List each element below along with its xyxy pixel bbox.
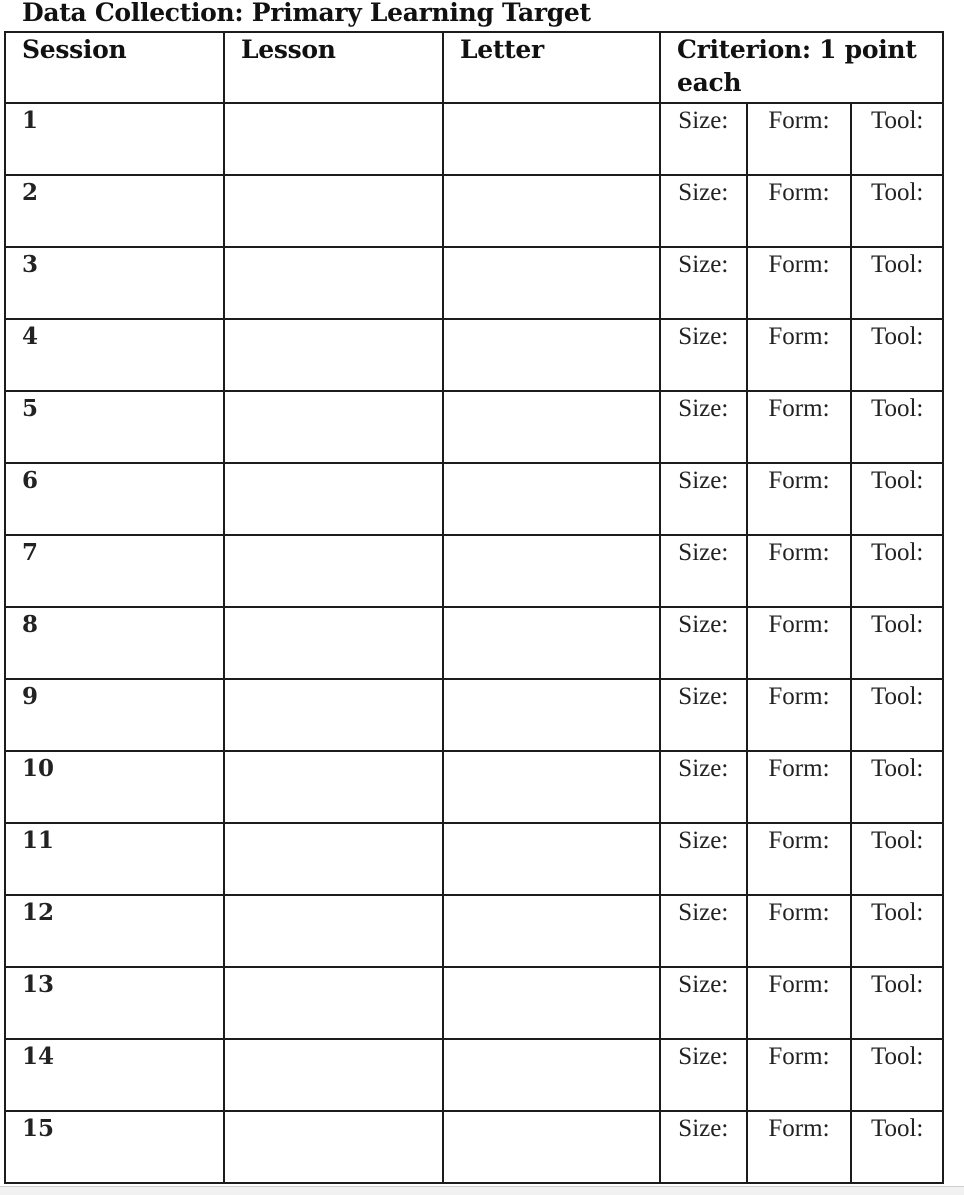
header-row [5,32,943,103]
size-cell[interactable]: Size: [661,1112,747,1182]
lesson-cell[interactable] [224,103,443,175]
form-cell[interactable]: Form: [747,1112,852,1182]
criterion-cell [660,1039,943,1111]
size-cell[interactable]: Size: [661,320,747,390]
lesson-cell[interactable] [224,463,443,535]
header-session: Session [5,32,224,103]
letter-cell[interactable] [443,103,660,175]
size-cell[interactable]: Size: [661,680,747,750]
session-number: 8 [5,607,224,679]
table-row [5,175,943,247]
size-cell[interactable]: Size: [661,248,747,318]
tool-cell[interactable]: Tool: [870,827,924,854]
size-cell[interactable]: Size: [661,896,747,966]
session-number: 13 [5,967,224,1039]
criterion-cell [660,1111,943,1183]
form-cell[interactable]: Form: [747,896,852,966]
table-row [5,1111,943,1183]
criterion-cell [660,175,943,247]
session-number: 11 [5,823,224,895]
lesson-cell[interactable] [224,391,443,463]
page-title: Data Collection: Primary Learning Target [22,0,591,27]
size-cell[interactable]: Size: [661,1040,747,1110]
letter-cell[interactable] [443,751,660,823]
session-number: 5 [5,391,224,463]
lesson-cell[interactable] [224,895,443,967]
criterion-cell [660,895,943,967]
table-row [5,535,943,607]
form-cell[interactable]: Form: [747,680,852,750]
data-collection-table [4,31,944,1184]
form-cell[interactable]: Form: [747,824,852,894]
session-number: 10 [5,751,224,823]
lesson-cell[interactable] [224,319,443,391]
lesson-cell[interactable] [224,967,443,1039]
table-row [5,463,943,535]
criterion-cell [660,463,943,535]
criterion-cell [660,103,943,175]
table-row [5,247,943,319]
form-cell[interactable]: Form: [747,968,852,1038]
header-letter: Letter [443,32,660,103]
size-cell[interactable]: Size: [661,104,747,174]
criterion-cell [660,319,943,391]
lesson-cell[interactable] [224,679,443,751]
letter-cell[interactable] [443,679,660,751]
form-cell[interactable]: Form: [747,248,852,318]
criterion-cell [660,967,943,1039]
letter-cell[interactable] [443,319,660,391]
form-cell[interactable]: Form: [747,320,852,390]
session-number: 3 [5,247,224,319]
criterion-cell [660,823,943,895]
table-row [5,319,943,391]
criterion-cell [660,535,943,607]
lesson-cell[interactable] [224,1111,443,1183]
header-criterion: Criterion: 1 point each [660,32,943,103]
lesson-cell[interactable] [224,607,443,679]
table-row [5,391,943,463]
session-number: 2 [5,175,224,247]
tool-cell[interactable]: Tool: [870,1043,924,1070]
size-cell[interactable]: Size: [661,536,747,606]
lesson-cell[interactable] [224,247,443,319]
lesson-cell[interactable] [224,535,443,607]
tool-cell[interactable]: Tool: [870,251,924,278]
lesson-cell[interactable] [224,1039,443,1111]
session-number: 6 [5,463,224,535]
session-number: 7 [5,535,224,607]
tool-cell[interactable]: Tool: [870,467,924,494]
criterion-cell [660,607,943,679]
tool-cell[interactable]: Tool: [870,179,924,206]
form-cell[interactable]: Form: [747,464,852,534]
letter-cell[interactable] [443,463,660,535]
tool-cell[interactable]: Tool: [870,611,924,638]
form-cell[interactable]: Form: [747,104,852,174]
table-row [5,103,943,175]
form-cell[interactable]: Form: [747,392,852,462]
tool-cell[interactable]: Tool: [870,683,924,710]
lesson-cell[interactable] [224,751,443,823]
tool-cell[interactable]: Tool: [870,395,924,422]
session-number: 9 [5,679,224,751]
size-cell[interactable]: Size: [661,464,747,534]
form-cell[interactable]: Form: [747,1040,852,1110]
tool-cell[interactable]: Tool: [870,1115,924,1142]
form-cell[interactable]: Form: [747,752,852,822]
session-number: 15 [5,1111,224,1183]
letter-cell[interactable] [443,391,660,463]
size-cell[interactable]: Size: [661,752,747,822]
letter-cell[interactable] [443,175,660,247]
tool-cell[interactable]: Tool: [870,539,924,566]
size-cell[interactable]: Size: [661,968,747,1038]
lesson-cell[interactable] [224,823,443,895]
size-cell[interactable]: Size: [661,824,747,894]
table-row [5,967,943,1039]
letter-cell[interactable] [443,1039,660,1111]
letter-cell[interactable] [443,247,660,319]
size-cell[interactable]: Size: [661,176,747,246]
size-cell[interactable]: Size: [661,608,747,678]
letter-cell[interactable] [443,967,660,1039]
table-row [5,751,943,823]
table-row [5,607,943,679]
header-lesson: Lesson [224,32,443,103]
session-number: 12 [5,895,224,967]
form-cell[interactable]: Form: [747,176,852,246]
session-number: 4 [5,319,224,391]
letter-cell[interactable] [443,607,660,679]
tool-cell[interactable]: Tool: [870,971,924,998]
tool-cell[interactable]: Tool: [870,755,924,782]
tool-cell[interactable]: Tool: [870,107,924,134]
lesson-cell[interactable] [224,175,443,247]
criterion-cell [660,247,943,319]
size-cell[interactable]: Size: [661,392,747,462]
table-row [5,895,943,967]
form-cell[interactable]: Form: [747,608,852,678]
letter-cell[interactable] [443,823,660,895]
tool-cell[interactable]: Tool: [870,899,924,926]
criterion-cell [660,391,943,463]
table-row [5,823,943,895]
letter-cell[interactable] [443,535,660,607]
tool-cell[interactable]: Tool: [870,323,924,350]
letter-cell[interactable] [443,1111,660,1183]
form-cell[interactable]: Form: [747,536,852,606]
session-number: 14 [5,1039,224,1111]
criterion-cell [660,679,943,751]
letter-cell[interactable] [443,895,660,967]
table-row [5,679,943,751]
table-row [5,1039,943,1111]
criterion-cell [660,751,943,823]
session-number: 1 [5,103,224,175]
